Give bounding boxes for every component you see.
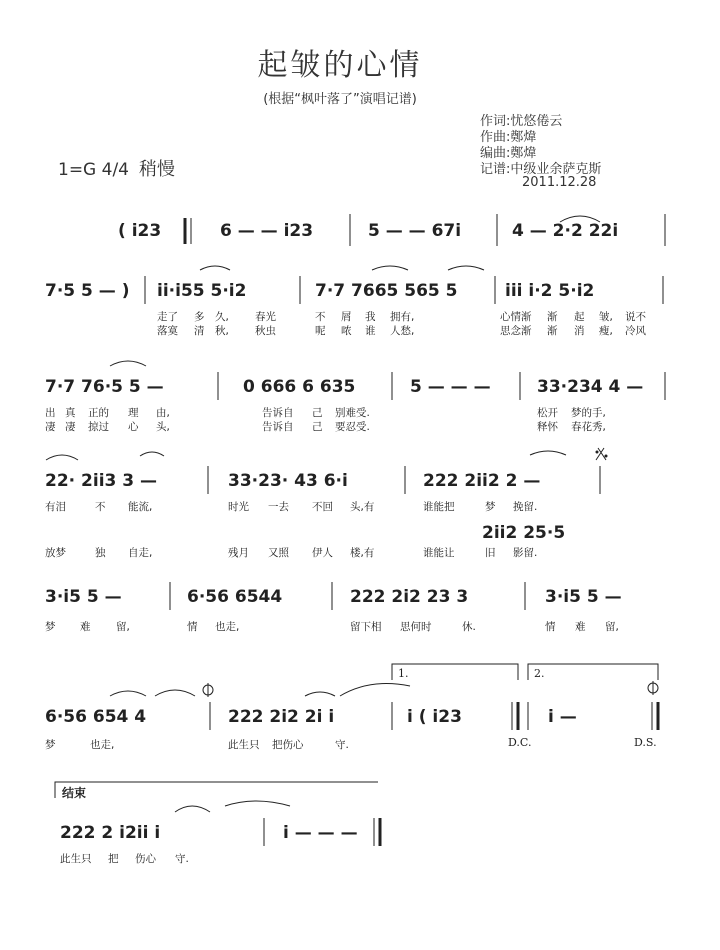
lyric: 也走, — [215, 621, 240, 633]
lyric: 告诉自 — [262, 407, 294, 419]
lyric: 皱, — [599, 311, 613, 323]
da-capo-marker: D.C. — [508, 736, 532, 749]
measure: ( i23 — [118, 221, 162, 241]
song-subtitle: (根据“枫叶落了”演唱记谱) — [263, 92, 417, 107]
measure: 7·5 5 — ) — [45, 281, 130, 301]
slur — [340, 684, 410, 696]
measure: 6·56 654 4 — [45, 707, 147, 727]
lyric: 难 — [80, 621, 91, 633]
lyric: 己 — [312, 407, 323, 419]
measure: i — — [548, 707, 577, 727]
lyric: 休. — [462, 621, 476, 633]
lyric: 头, — [156, 421, 170, 433]
lyric: 能流, — [128, 501, 153, 513]
lyric: 梦 — [45, 739, 56, 751]
lyric: 出 — [45, 407, 56, 419]
lyric: 守. — [175, 853, 189, 865]
transcription-date: 2011.12.28 — [522, 175, 597, 190]
measure: 3·i5 5 — — [45, 587, 122, 607]
lyric: 秋虫 — [255, 325, 276, 337]
slur — [175, 806, 210, 812]
alt-measure: 2ii2 25·5 — [482, 523, 566, 543]
lyric: 留, — [605, 621, 619, 633]
lyric: 春光 — [255, 311, 276, 323]
measure: iii i·2 5·i2 — [505, 281, 595, 301]
tempo-marking: 稍慢 — [139, 159, 175, 180]
slur — [110, 361, 146, 366]
slur — [448, 266, 484, 270]
slur — [305, 692, 335, 696]
dal-segno-marker: D.S. — [634, 736, 657, 749]
slur — [155, 690, 195, 696]
volta-label: 2. — [534, 667, 545, 680]
lyric: 起 — [574, 311, 585, 323]
song-title: 起皱的心情 — [257, 48, 423, 83]
lyric: 落寞 — [157, 325, 178, 337]
credit-transcriber: 记谱:中级业余萨克斯 — [480, 162, 602, 177]
lyric: 头,有 — [350, 501, 375, 513]
lyric: 情 — [545, 621, 556, 633]
slur — [372, 266, 408, 270]
measure: ii·i55 5·i2 — [157, 281, 247, 301]
lyric: 残月 — [228, 547, 249, 559]
row-5 — [45, 582, 622, 633]
row-7 — [55, 782, 380, 865]
lyric: 渐 — [547, 325, 558, 337]
lyric: 说不 — [625, 311, 646, 323]
lyric: 多 — [194, 311, 205, 323]
lyric: 不 — [95, 501, 106, 513]
lyric: 自走, — [128, 547, 153, 559]
slur — [46, 455, 78, 460]
measure: 4 — 2·2 22i — [512, 221, 619, 241]
lyric: 冷风 — [625, 325, 646, 337]
lyric: 久, — [215, 311, 229, 323]
lyric: 一去 — [268, 501, 289, 513]
lyric: 难 — [575, 621, 586, 633]
lyric: 消 — [574, 325, 585, 337]
measure: 22· 2ii3 3 — — [45, 471, 158, 491]
lyric: 挽留. — [513, 501, 538, 513]
measure: 222 2i2 23 3 — [350, 587, 469, 607]
lyric: 思念渐 — [500, 325, 532, 337]
row-6 — [45, 664, 658, 751]
lyric: 旧 — [485, 547, 496, 559]
lyric: 己 — [312, 421, 323, 433]
slur — [225, 801, 290, 806]
measure: 7·7 7665 565 5 — [315, 281, 458, 301]
segno-dot — [605, 455, 608, 458]
lyric: 谁能让 — [423, 547, 455, 559]
segno-sign — [596, 448, 606, 460]
lyric: 凄 — [65, 421, 76, 433]
lyric: 伊人 — [312, 547, 333, 559]
lyric: 心情渐 — [500, 311, 532, 323]
measure: 33·234 4 — — [537, 377, 644, 397]
lyric: 掠过 — [88, 421, 109, 433]
lyric: 伤心 — [135, 853, 156, 865]
lyric: 秋, — [215, 325, 229, 337]
measure: i ( i23 — [407, 707, 462, 727]
lyric: 清 — [194, 325, 205, 337]
lyric: 春花秀, — [571, 421, 606, 433]
lyric: 梦 — [485, 501, 496, 513]
lyric: 谁 — [365, 325, 376, 337]
lyric: 影留. — [513, 547, 538, 559]
row-2 — [45, 276, 663, 337]
volta-bracket-1 — [392, 664, 518, 680]
lyric: 拥有, — [390, 311, 415, 323]
measure: 0 666 6 635 — [243, 377, 356, 397]
lyric: 把 — [108, 853, 119, 865]
lyric: 楼,有 — [350, 547, 375, 559]
lyric: 情 — [187, 621, 198, 633]
slur — [200, 266, 230, 270]
measure: 7·7 76·5 5 — — [45, 377, 164, 397]
measure: i — — — — [283, 823, 358, 843]
lyric: 凄 — [45, 421, 56, 433]
lyric: 呢 — [315, 325, 326, 337]
lyric: 要忍受. — [335, 421, 370, 433]
ending-label: 结束 — [62, 786, 87, 800]
lyric: 守. — [335, 739, 349, 751]
lyric: 又照 — [268, 547, 289, 559]
lyric: 谁能把 — [423, 501, 455, 513]
key-signature: 1=G 4/4 稍慢 — [58, 159, 175, 180]
measure: 222 2i2 2i i — [228, 707, 335, 727]
lyric: 松开 — [537, 407, 558, 419]
lyric: 留, — [116, 621, 130, 633]
measure: 3·i5 5 — — [545, 587, 622, 607]
row-4 — [45, 448, 608, 559]
lyric: 把伤心 — [272, 739, 304, 751]
lyric: 正的 — [88, 407, 109, 419]
volta-bracket-2 — [528, 664, 658, 680]
lyric: 有泪 — [45, 501, 66, 513]
lyric: 渐 — [547, 311, 558, 323]
ending-bracket — [55, 782, 378, 798]
credit-lyricist: 作词:忧悠倦云 — [480, 114, 563, 129]
slur — [530, 451, 566, 455]
lyric: 瘦, — [599, 325, 613, 337]
lyric: 我 — [365, 311, 376, 323]
lyric: 此生只 — [60, 853, 92, 865]
slur — [140, 452, 164, 456]
lyric: 此生只 — [228, 739, 260, 751]
measure: 6·56 6544 — [187, 587, 283, 607]
slur — [110, 691, 146, 696]
lyric: 由, — [156, 407, 170, 419]
lyric: 别难受. — [335, 407, 370, 419]
lyric: 不回 — [312, 501, 333, 513]
lyric: 时光 — [228, 501, 249, 513]
lyric: 思何时 — [400, 621, 432, 633]
lyric: 真 — [65, 407, 76, 419]
measure: 6 — — i23 — [220, 221, 314, 241]
lyric: 理 — [128, 407, 139, 419]
measure: 222 2ii2 2 — — [423, 471, 541, 491]
measure: 33·23· 43 6·i — [228, 471, 348, 491]
credit-composer: 作曲:鄭煒 — [480, 130, 537, 145]
lyric: 放梦 — [45, 547, 66, 559]
lyric: 梦 — [45, 621, 56, 633]
row-1 — [118, 214, 665, 246]
lyric: 哝 — [341, 325, 352, 337]
lyric: 心 — [128, 421, 139, 433]
lyric: 梦的手, — [571, 407, 606, 419]
lyric: 留下相 — [350, 621, 382, 633]
lyric: 屑 — [341, 311, 352, 323]
volta-label: 1. — [398, 667, 409, 680]
credit-arranger: 编曲:鄭煒 — [480, 146, 537, 161]
measure: 5 — — 67i — [368, 221, 462, 241]
lyric: 人愁, — [390, 325, 415, 337]
lyric: 也走, — [90, 739, 115, 751]
measure: 5 — — — — [410, 377, 491, 397]
lyric: 不 — [315, 311, 326, 323]
lyric: 走了 — [157, 311, 178, 323]
lyric: 释怀 — [537, 421, 558, 433]
lyric: 独 — [95, 547, 106, 559]
segno-dot — [596, 451, 599, 454]
lyric: 告诉自 — [262, 421, 294, 433]
measure: 222 2 i2ii i — [60, 823, 161, 843]
row-3 — [45, 372, 665, 433]
